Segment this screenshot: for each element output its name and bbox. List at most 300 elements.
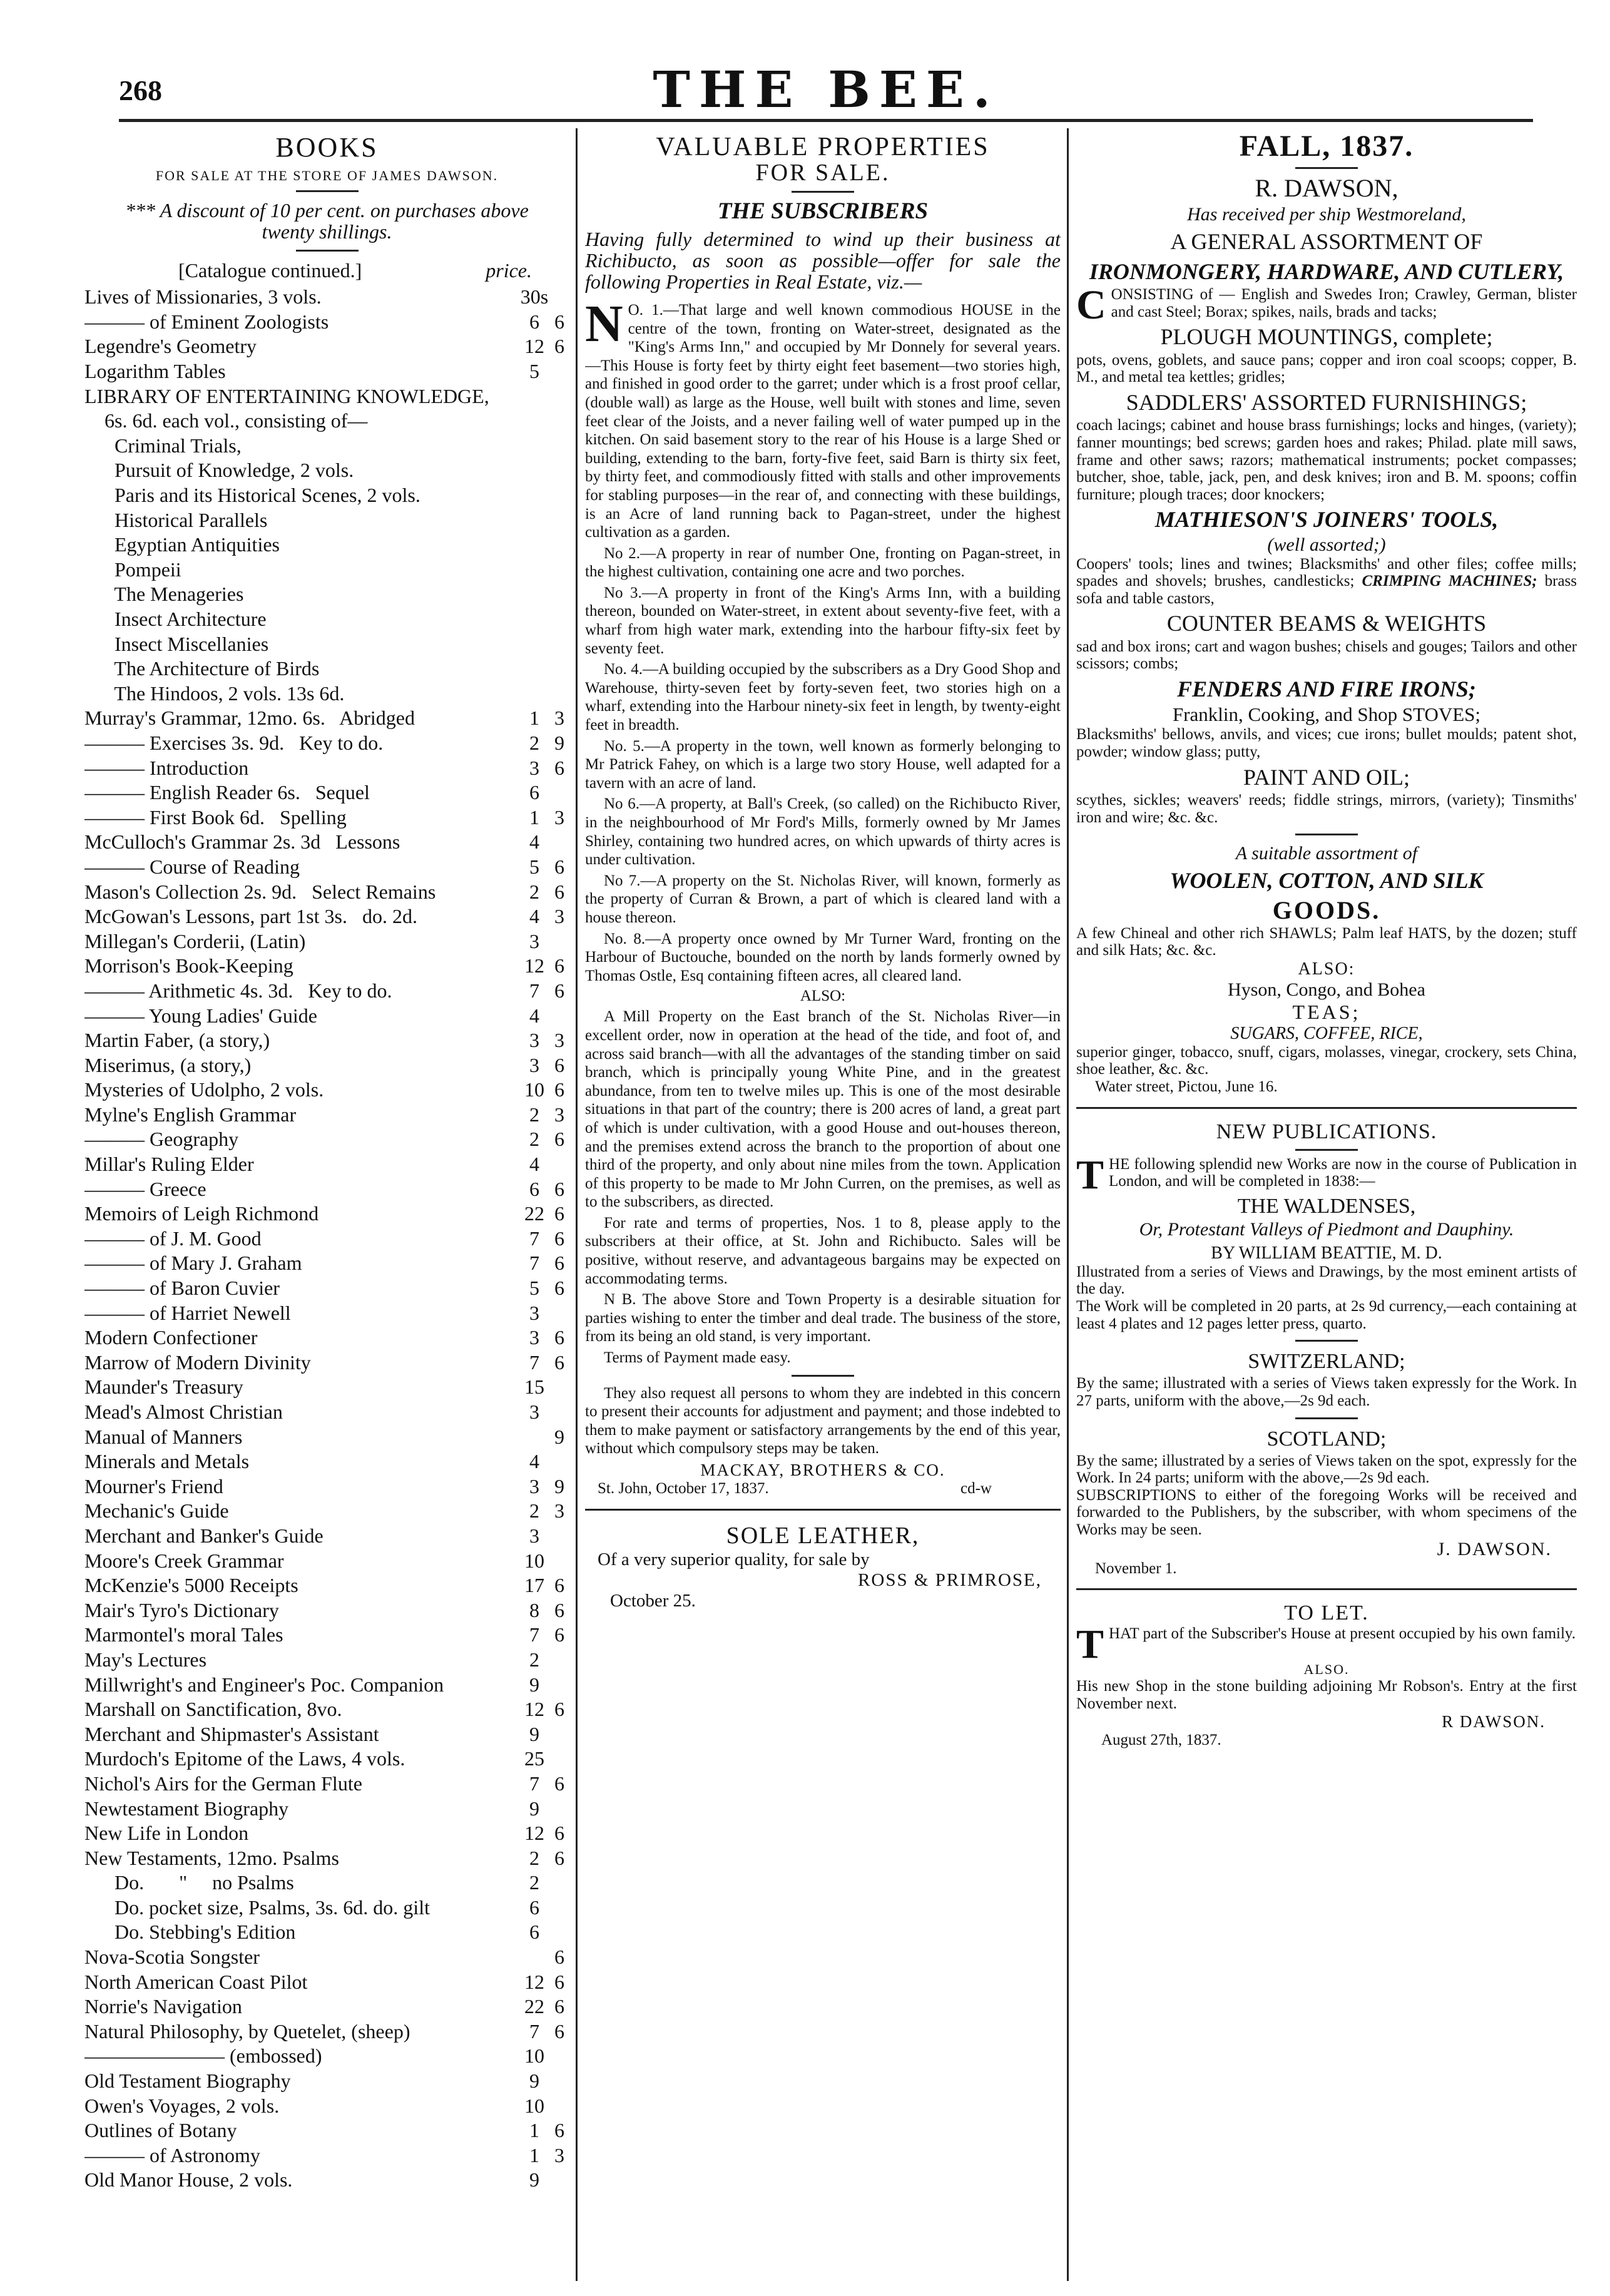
book-title: McGowan's Lessons, part 1st 3s. do. 2d. (84, 905, 417, 928)
crimping-machines: CRIMPING MACHINES; (1362, 573, 1537, 590)
price-shillings: 7 (529, 979, 539, 1002)
price-pence: 6 (554, 2119, 564, 2142)
price-shillings: 2 (529, 1103, 539, 1126)
price-pence: 6 (554, 1698, 564, 1721)
catalogue-row (84, 1747, 569, 1772)
catalogue-row (84, 2168, 569, 2193)
price-shillings: 4 (529, 830, 539, 854)
goods-heading: GOODS. (1272, 895, 1381, 924)
terms-paragraph: For rate and terms of properties, Nos. 1 to 8, please apply to the subscribers at their office, at St. John and Richibucto. Sales will be positive, without reserve, and advantageous bargains may be expected on accommodating terms. (585, 1214, 1061, 1287)
price-shillings: 12 (524, 1970, 544, 1993)
discount-note: *** A discount of 10 per cent. on purchases above twenty shillings. (125, 199, 529, 243)
plough-body: pots, ovens, goblets, and sauce pans; copper and iron coal scoops; copper, B. M., and metal tea kettles; gridles; (1076, 351, 1577, 386)
catalogue-row (84, 855, 569, 880)
price-shillings: 3 (529, 756, 539, 779)
catalogue-row (84, 582, 569, 607)
column-divider (1067, 128, 1069, 2281)
catalogue-row (84, 1524, 569, 1549)
book-title: Nova-Scotia Songster (84, 1946, 260, 1969)
work-line: The Work will be completed in 20 parts, at 2s 9d currency,—each containing at least 4 plates and 12 pages letter press, quarto. (1076, 1298, 1577, 1332)
book-title: ——— of Harriet Newell (84, 1301, 291, 1324)
book-title: Martin Faber, (a story,) (84, 1029, 270, 1052)
catalogue-row (84, 1202, 569, 1227)
book-title: Marshall on Sanctification, 8vo. (84, 1698, 342, 1721)
divider (792, 1375, 854, 1377)
price-shillings: 6 (529, 1895, 539, 1919)
price-pence: 3 (554, 805, 564, 829)
ross-primrose-signature: ROSS & PRIMROSE, (858, 1570, 1042, 1591)
beattie-byline: BY WILLIAM BEATTIE, M. D. (1211, 1243, 1442, 1263)
sole-leather-date: October 25. (610, 1591, 696, 1611)
catalogue-row (84, 1846, 569, 1871)
price-shillings: 2 (529, 1846, 539, 1869)
price-pence: 6 (554, 1846, 564, 1869)
suitable-line: A suitable assortment of (1235, 843, 1418, 864)
book-title: Logarithm Tables (84, 360, 226, 383)
mackay-signature: MACKAY, BROTHERS & CO. (700, 1461, 945, 1480)
book-title: North American Coast Pilot (84, 1970, 308, 1993)
price-pence: 6 (554, 1053, 564, 1076)
price-shillings: 22 (524, 1202, 544, 1225)
price-shillings: 3 (529, 1053, 539, 1076)
catalogue-header (84, 259, 569, 282)
drop-cap: N (585, 294, 623, 353)
properties-intro: Having fully determined to wind up their business at Richibucto, as soon as possible—offer for sale the following Properties in Real Estate, viz.— (585, 227, 1061, 293)
catalogue-row (84, 830, 569, 855)
consisting-paragraph: CONSISTING of — English and Swedes Iron; Crawley, German, blister and cast Steel; Borax; spikes, nails, brads and tacks; (1076, 282, 1577, 329)
price-shillings: 1 (529, 2143, 539, 2166)
drop-cap: C (1076, 282, 1106, 329)
nb-paragraph: N B. The above Store and Town Property is a desirable situation for parties wishing to enter the timber and deal trade. The business of the store, from its being an old stand, is very important. (585, 1291, 1061, 1345)
waldenses-heading: THE WALDENSES, (1237, 1194, 1416, 1218)
catalogue-row (84, 310, 569, 335)
divider (792, 191, 854, 193)
catalogue-row (84, 954, 569, 979)
price-shillings: 17 (524, 1574, 544, 1597)
catalogue-row (84, 1994, 569, 2019)
catalogue-row (84, 979, 569, 1004)
chineal-line: A few Chineal and other rich SHAWLS; Palm leaf HATS, by the dozen; stuff and silk Hats; &c. &c. (1076, 924, 1577, 959)
also-heading: ALSO: (800, 987, 846, 1005)
price-shillings: 3 (529, 1524, 539, 1547)
catalogue-row (84, 2044, 569, 2069)
price-pence: 6 (554, 1128, 564, 1151)
price-pence: 6 (554, 1252, 564, 1275)
book-title: Minerals and Metals (84, 1450, 250, 1473)
price-shillings: 5 (529, 360, 539, 383)
price-pence: 6 (554, 1970, 564, 1993)
mathieson-heading: MATHIESON'S JOINERS' TOOLS, (1154, 507, 1499, 533)
book-title: ——— First Book 6d. Spelling (84, 805, 347, 829)
catalogue-row (84, 1425, 569, 1450)
catalogue-row (84, 384, 569, 409)
price-shillings: 30s (520, 285, 549, 309)
book-title: Modern Confectioner (84, 1326, 258, 1349)
catalogue-row (84, 1648, 569, 1673)
books-title: BOOKS (275, 132, 379, 163)
price-pence: 3 (554, 707, 564, 730)
book-title: The Hindoos, 2 vols. 13s 6d. (84, 681, 345, 705)
catalogue-row (84, 1623, 569, 1648)
also-label: ALSO: (1298, 959, 1355, 979)
price-shillings: 9 (529, 2168, 539, 2191)
price-shillings: 10 (524, 2044, 544, 2068)
payment-terms: Terms of Payment made easy. (604, 1349, 791, 1367)
catalogue-row (84, 1797, 569, 1822)
property-6: No 6.—A property, at Ball's Creek, (so called) on the Richibucto River, in the neighbourhood of Mr Ford's Mills, formerly owned by Mr James Shirley, containing two hundred acres, on which upwards of thirty acres is under cultivation. (585, 795, 1061, 869)
book-title: Millegan's Corderii, (Latin) (84, 929, 306, 952)
catalogue-row (84, 1722, 569, 1747)
price-shillings: 1 (529, 2119, 539, 2142)
price-shillings: 4 (529, 1450, 539, 1473)
divider (585, 1509, 1061, 1511)
drop-cap: T (1076, 1151, 1104, 1198)
catalogue-row (84, 780, 569, 805)
following-paragraph: THE following splendid new Works are now in the course of Publication in London, and will be completed in 1838:— (1076, 1151, 1577, 1198)
sole-leather-body: Of a very superior quality, for sale by (598, 1549, 870, 1570)
page-number: 268 (119, 74, 162, 106)
catalogue-row (84, 1251, 569, 1276)
book-title: Do. Stebbing's Edition (84, 1921, 296, 1944)
catalogue-row (84, 1078, 569, 1103)
drop-cap: T (1076, 1621, 1104, 1668)
book-title: Mechanic's Guide (84, 1499, 229, 1523)
paint-heading: PAINT AND OIL; (1243, 764, 1410, 790)
catalogue-row (84, 681, 569, 707)
price-shillings: 2 (529, 1871, 539, 1894)
general-assortment: A GENERAL ASSORTMENT OF (1170, 229, 1483, 255)
book-title: Criminal Trials, (84, 434, 242, 457)
book-title: McCulloch's Grammar 2s. 3d Lessons (84, 830, 400, 854)
well-assorted: (well assorted;) (1267, 534, 1386, 555)
price-pence: 6 (554, 1574, 564, 1597)
book-title: Pursuit of Knowledge, 2 vols. (84, 459, 354, 482)
price-pence: 6 (554, 2019, 564, 2043)
book-title: Pompeii (84, 558, 181, 581)
price-pence: 3 (554, 905, 564, 928)
also-small: ALSO. (1303, 1661, 1350, 1678)
catalogue-row (84, 1053, 569, 1078)
books-column (84, 128, 569, 2281)
to-let-heading: TO LET. (1284, 1601, 1369, 1625)
catalogue-row (84, 1970, 569, 1995)
switzerland-heading: SWITZERLAND; (1248, 1350, 1405, 1374)
book-title: Marrow of Modern Divinity (84, 1350, 311, 1374)
book-title: Egyptian Antiquities (84, 533, 280, 556)
price-shillings: 5 (529, 1277, 539, 1300)
divider (1295, 167, 1358, 169)
price-shillings: 4 (529, 1004, 539, 1027)
catalogue-row (84, 1573, 569, 1598)
catalogue-row (84, 632, 569, 657)
catalogue-row (84, 1772, 569, 1797)
price-shillings: 4 (529, 1153, 539, 1176)
price-shillings: 9 (529, 1797, 539, 1820)
page-header (119, 0, 1533, 128)
price-shillings: 5 (529, 855, 539, 878)
price-shillings: 4 (529, 905, 539, 928)
price-pence: 6 (554, 954, 564, 977)
woolen-heading: WOOLEN, COTTON, AND SILK (1169, 868, 1484, 894)
catalogue-row (84, 1549, 569, 1574)
catalogue-row (84, 2094, 569, 2119)
price-shillings: 6 (529, 310, 539, 333)
scythes-body: scythes, sickles; weavers' reeds; fiddle strings, mirrors, (variety); Tinsmiths' iron and wire; &c. &c. (1076, 792, 1577, 826)
catalogue-row (84, 1920, 569, 1945)
catalogue-row (84, 1350, 569, 1375)
catalogue-row (84, 731, 569, 756)
book-title: New Testaments, 12mo. Psalms (84, 1846, 339, 1869)
catalogue-row (84, 706, 569, 731)
catalogue-row (84, 756, 569, 781)
fall-heading: FALL, 1837. (1239, 130, 1414, 163)
scotland-body: By the same; illustrated by a series of Views taken on the spot, expressly for the Work. In 24 parts; uniform with the above,—2s 9d each. (1076, 1452, 1577, 1487)
subscribers-heading: THE SUBSCRIBERS (717, 198, 929, 224)
price-pence: 6 (554, 880, 564, 903)
august-date: August 27th, 1837. (1101, 1732, 1221, 1749)
price-shillings: 8 (529, 1598, 539, 1621)
catalogue-row (84, 656, 569, 681)
counter-heading: COUNTER BEAMS & WEIGHTS (1166, 611, 1487, 636)
water-street-dateline: Water street, Pictou, June 16. (1095, 1078, 1278, 1095)
divider (1076, 1107, 1577, 1109)
book-title: Mair's Tyro's Dictionary (84, 1598, 279, 1621)
price-pence: 3 (554, 1499, 564, 1523)
price-pence: 3 (554, 1103, 564, 1126)
book-title: Memoirs of Leigh Richmond (84, 1202, 319, 1225)
mackay-code: cd-w (960, 1480, 992, 1498)
divider (296, 250, 359, 252)
catalogue-row (84, 409, 569, 434)
book-title: Maunder's Treasury (84, 1375, 243, 1399)
r-dawson-signature: R DAWSON. (1442, 1712, 1546, 1732)
book-title: Miserimus, (a story,) (84, 1053, 252, 1076)
book-title: May's Lectures (84, 1648, 207, 1671)
book-title: ——— of J. M. Good (84, 1227, 262, 1250)
price-pence: 6 (554, 756, 564, 779)
price-shillings: 2 (529, 880, 539, 903)
price-pence: 6 (554, 335, 564, 358)
new-publications-heading: NEW PUBLICATIONS. (1216, 1120, 1437, 1143)
book-title: ——— Young Ladies' Guide (84, 1004, 317, 1027)
catalogue-row (84, 458, 569, 483)
catalogue-row (84, 334, 569, 359)
book-title: Murray's Grammar, 12mo. 6s. Abridged (84, 707, 415, 730)
protestant-line: Or, Protestant Valleys of Piedmont and Dauphiny. (1139, 1218, 1514, 1240)
book-title: Mysteries of Udolpho, 2 vols. (84, 1078, 324, 1101)
book-title: Mead's Almost Christian (84, 1401, 283, 1423)
price-shillings: 6 (529, 1921, 539, 1944)
price-shillings: 2 (529, 731, 539, 754)
book-title: ——— of Baron Cuvier (84, 1277, 280, 1300)
properties-title: VALUABLE PROPERTIES (656, 133, 990, 161)
price-shillings: 7 (529, 1772, 539, 1795)
catalogue-label: [Catalogue continued.] (178, 259, 362, 282)
price-shillings: 9 (529, 2069, 539, 2093)
divider (1295, 1340, 1358, 1342)
book-title: Marmontel's moral Tales (84, 1623, 283, 1646)
divider (1076, 1588, 1577, 1590)
mill-property: A Mill Property on the East branch of the St. Nicholas River—in excellent order, now in operation at the head of the tide, and foot of, and across said branch—with all the advantages of the standing timber on said branch, which is principally young White Pine, and in the greatest abundance, from ten to twelve miles up. This is one of the most desirable situations in that part of the country; there is 200 acres of land, a great part of which is under cultivation, with a good House and out-houses thereon, and the premises extend across the branch to the proportion of about one third of the property, and only about nine miles from the town. Application of this property to be made to Mr John Curren, on the premises, as well as to the subscribers, as directed. (585, 1008, 1061, 1211)
book-title: Nichol's Airs for the German Flute (84, 1772, 362, 1795)
subscriptions-paragraph: SUBSCRIPTIONS to either of the foregoing Works will be received and forwarded to the Publishers, by the subscriber, with whom specimens of the Works may be seen. (1076, 1486, 1577, 1538)
property-1: N O. 1.—That large and well known commodious HOUSE in the centre of the town, fronting on Water-street, designated as the "King's Arms Inn," and occupied by Mr Donnely for several years.—This House is forty feet by thirty eight feet basement—two stories high, and finished in good order to the garret; under which is a frost proof cellar, (double wall) as large as the House, well built with stones and lime, seven feet clear of the Joists, and a never failing well of water pumped up in the kitchen. On said basement story to the rear of his House is a large Shed or building, extending to the barn, forty-five feet, said Barn is thirty six feet, by thirty feet, and commodiously fitted with stalls and other improvements for stabling purposes—in the rear of, and connecting with these buildings, is an Acre of land running back to Pagan-street, under the highest cultivation as a garden. (585, 294, 1061, 541)
price-pence: 6 (554, 1078, 564, 1101)
price-pence: 6 (554, 1177, 564, 1200)
catalogue-row (84, 2118, 569, 2143)
catalogue-row (84, 1028, 569, 1053)
to-let-paragraph: THAT part of the Subscriber's House at present occupied by his own family. (1076, 1621, 1576, 1668)
price-shillings: 6 (529, 1177, 539, 1200)
book-title: The Menageries (84, 583, 244, 606)
received-line: Has received per ship Westmoreland, (1187, 204, 1466, 225)
price-pence: 6 (554, 1277, 564, 1300)
book-title: Lives of Missionaries, 3 vols. (84, 285, 322, 309)
price-pence: 3 (554, 2143, 564, 2166)
price-shillings: 7 (529, 1227, 539, 1250)
book-title: LIBRARY OF ENTERTAINING KNOWLEDGE, (84, 384, 489, 407)
book-title: Millar's Ruling Elder (84, 1153, 254, 1176)
catalogue-row (84, 1499, 569, 1524)
book-title: Newtestament Biography (84, 1797, 289, 1820)
catalogue-row (84, 904, 569, 929)
book-title: ——— Exercises 3s. 9d. Key to do. (84, 731, 384, 754)
property-7: No 7.—A property on the St. Nicholas River, will known, formerly as the property of Curran & Brown, a part of which is cleared land with a house thereon. (585, 872, 1061, 926)
property-2: No 2.—A property in rear of number One, fronting on Pagan-street, in the highest cultivation, containing one acre and two porches. (585, 544, 1061, 581)
book-title: ——— of Eminent Zoologists (84, 310, 329, 333)
price-shillings: 12 (524, 1698, 544, 1721)
book-title: Old Testament Biography (84, 2069, 291, 2093)
catalogue-list (84, 285, 569, 2193)
price-pence: 6 (554, 1202, 564, 1225)
book-title: ——— Course of Reading (84, 855, 300, 878)
price-shillings: 3 (529, 1401, 539, 1423)
book-title: Manual of Manners (84, 1425, 243, 1448)
price-shillings: 10 (524, 1549, 544, 1572)
price-pence: 6 (554, 1995, 564, 2018)
saddlers-body: coach lacings; cabinet and house brass furnishings; locks and hinges, (variety); fanner mountings; bed screws; garden hoes and rakes; Philad. plate mill saws, frame and other saws; razors; mathematical instruments; pocket compasses; butcher, shoe, table, jack, pen, and desk knives; iron and B. M. spoons; coffin furniture; plough traces; door knockers; (1076, 417, 1577, 503)
catalogue-row (84, 533, 569, 558)
new-shop-paragraph: His new Shop in the stone building adjoining Mr Robson's. Entry at the first November next. (1076, 1678, 1577, 1712)
price-pence: 6 (554, 979, 564, 1002)
book-title: ——— English Reader 6s. Sequel (84, 781, 370, 804)
price-pence: 6 (554, 1623, 564, 1646)
price-shillings: 3 (529, 1301, 539, 1324)
mackay-dateline (585, 1480, 1061, 1498)
counter-body: sad and box irons; cart and wagon bushes; chisels and gouges; Tailors and other scissors; combs; (1076, 638, 1577, 673)
book-title: 6s. 6d. each vol., consisting of— (84, 409, 368, 432)
price-shillings: 9 (529, 1673, 539, 1696)
catalogue-row (84, 1276, 569, 1301)
catalogue-row (84, 929, 569, 954)
book-title: Mason's Collection 2s. 9d. Select Remains (84, 880, 436, 903)
book-title: ——————— (embossed) (84, 2044, 322, 2068)
book-title: Moore's Creek Grammar (84, 1549, 284, 1572)
price-shillings: 7 (529, 1623, 539, 1646)
price-shillings: 3 (529, 1474, 539, 1498)
property-5: No. 5.—A property in the town, well known as formerly belonging to Mr Patrick Fahey, on which is a large two story House, well adapted for a tavern with an acre of land. (585, 737, 1061, 792)
divider (1295, 1149, 1358, 1151)
catalogue-row (84, 805, 569, 830)
price-shillings: 2 (529, 1499, 539, 1523)
franklin-stoves: Franklin, Cooking, and Shop STOVES; (1172, 703, 1481, 726)
book-title: Merchant and Banker's Guide (84, 1524, 324, 1547)
blacksmiths-body: Blacksmiths' bellows, anvils, and vices; cue irons; bullet moulds; patent shot, powder; window glass; putty, (1076, 726, 1577, 761)
superior-line: superior ginger, tobacco, snuff, cigars, molasses, vinegar, crockery, sets China, shoe leather, &c. &c. (1076, 1043, 1577, 1078)
switzerland-body: By the same; illustrated with a series of Views taken expressly for the Work. In 27 parts, uniform with the above,—2s 9d each. (1076, 1375, 1577, 1409)
price-shillings: 3 (529, 929, 539, 952)
coopers-paragraph: Coopers' tools; lines and twines; Blacksmiths' and other files; coffee mills; spades and shovels; brushes, candlesticks; CRIMPING MACHINES; brass sofa and table castors, (1076, 555, 1577, 607)
book-title: Old Manor House, 2 vols. (84, 2168, 293, 2191)
book-title: ——— Geography (84, 1128, 239, 1151)
book-title: ——— Introduction (84, 756, 249, 779)
price-shillings: 7 (529, 1350, 539, 1374)
price-pence: 9 (554, 1425, 564, 1448)
price-pence: 9 (554, 1474, 564, 1498)
catalogue-row (84, 607, 569, 632)
book-title: Natural Philosophy, by Quetelet, (sheep) (84, 2019, 410, 2043)
book-title: Insect Architecture (84, 608, 267, 630)
plough-heading: PLOUGH MOUNTINGS, complete; (1160, 324, 1493, 350)
catalogue-row (84, 359, 569, 384)
sugars-line: SUGARS, COFFEE, RICE, (1230, 1023, 1423, 1043)
price-shillings: 7 (529, 2019, 539, 2043)
book-title: McKenzie's 5000 Receipts (84, 1574, 298, 1597)
catalogue-row (84, 1400, 569, 1425)
price-pence: 6 (554, 310, 564, 333)
book-title: ——— of Astronomy (84, 2143, 260, 2166)
book-title: Paris and its Historical Scenes, 2 vols. (84, 484, 420, 507)
price-shillings: 12 (524, 1822, 544, 1845)
ironmongery-heading: IRONMONGERY, HARDWARE, AND CUTLERY, (1089, 258, 1564, 284)
catalogue-row (84, 434, 569, 459)
catalogue-row (84, 2069, 569, 2094)
november-date: November 1. (1095, 1559, 1177, 1577)
price-shillings: 9 (529, 1722, 539, 1745)
price-shillings: 10 (524, 2094, 544, 2117)
book-title: Morrison's Book-Keeping (84, 954, 293, 977)
price-pence: 6 (554, 855, 564, 878)
price-shillings: 3 (529, 1326, 539, 1349)
price-shillings: 3 (529, 1029, 539, 1052)
book-title: Legendre's Geometry (84, 335, 257, 358)
price-shillings: 2 (529, 1128, 539, 1151)
divider (1295, 834, 1358, 835)
catalogue-row (84, 1301, 569, 1326)
column-divider (576, 128, 578, 2281)
book-title: New Life in London (84, 1822, 249, 1845)
dawson-name: R. DAWSON, (1255, 174, 1399, 203)
price-pence: 9 (554, 731, 564, 754)
catalogue-row (84, 483, 569, 508)
price-pence: 6 (554, 1598, 564, 1621)
catalogue-row (84, 1673, 569, 1698)
book-title: Mourner's Friend (84, 1474, 223, 1498)
price-pence: 6 (554, 1772, 564, 1795)
book-title: ——— Greece (84, 1177, 206, 1200)
book-title: ——— Arithmetic 4s. 3d. Key to do. (84, 979, 392, 1002)
divider (1295, 1417, 1358, 1419)
price-shillings: 1 (529, 707, 539, 730)
mackay-date: St. John, October 17, 1837. (598, 1480, 769, 1498)
catalogue-row (84, 285, 569, 310)
catalogue-row (84, 1870, 569, 1895)
price-pence: 6 (554, 1822, 564, 1845)
catalogue-row (84, 1895, 569, 1921)
request-paragraph: They also request all persons to whom they are indebted in this concern to present their accounts for adjustment and payment; and those indebted to them to make payment or satisfactory arrangements by the end of this year, without which compulsory steps may be taken. (585, 1384, 1061, 1457)
book-title: Outlines of Botany (84, 2119, 237, 2142)
header-rule (119, 119, 1533, 122)
